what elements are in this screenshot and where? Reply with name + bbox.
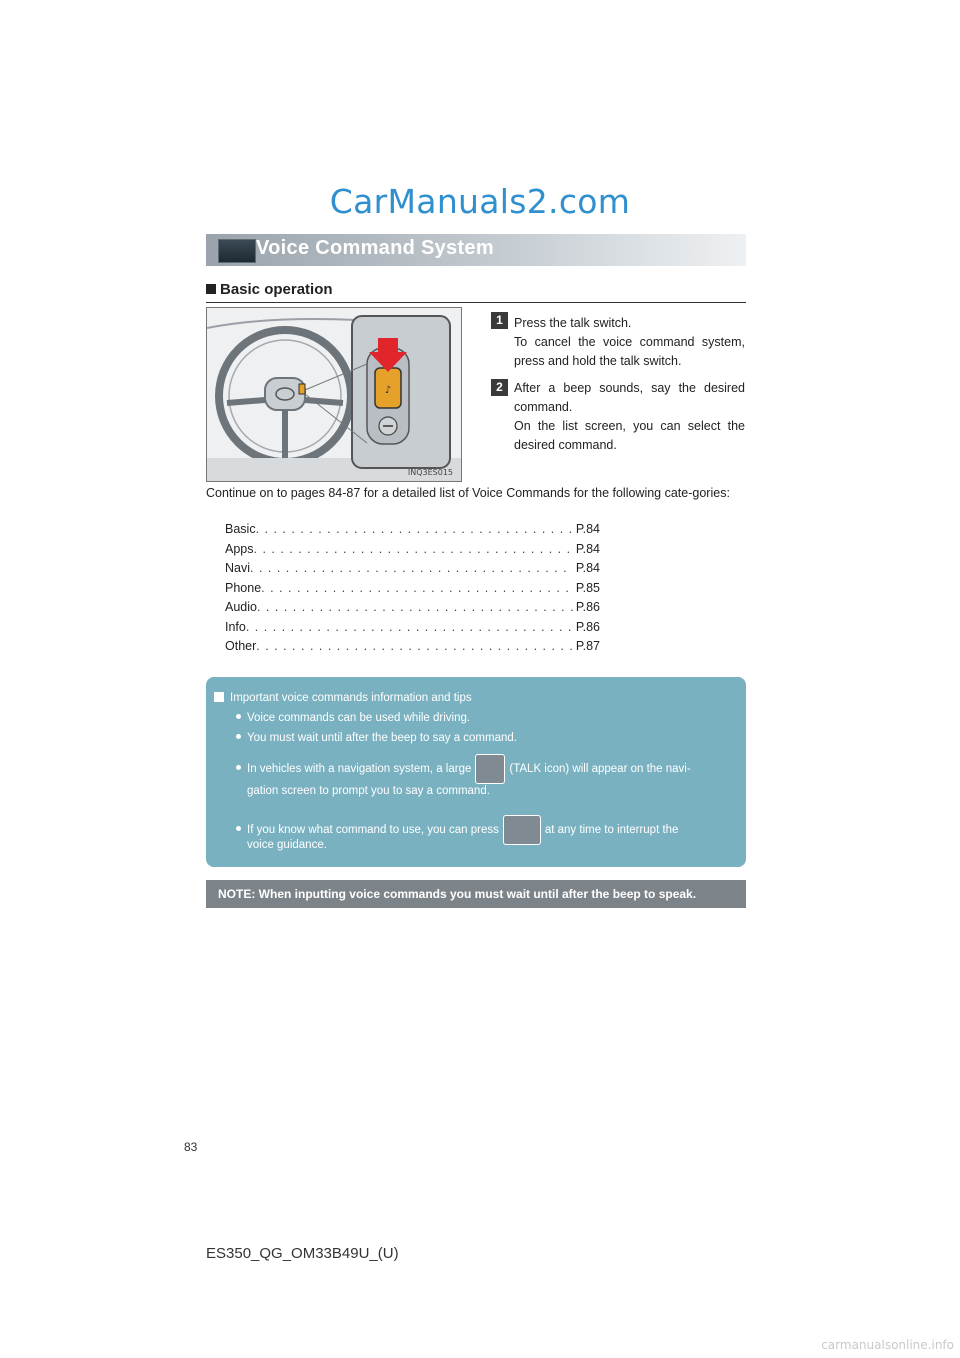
step-2-text (514, 379, 745, 455)
watermark-bottom: carmanualsonline.info (821, 1338, 954, 1352)
page-number: 83 (184, 1140, 198, 1154)
section-title-bar (206, 234, 746, 266)
toc-page: P.84 (575, 522, 600, 536)
toc-leader (254, 540, 573, 560)
toc-leader (257, 598, 573, 618)
square-bullet-icon (206, 284, 216, 294)
toc-label: Apps (225, 541, 254, 556)
step-number-1: 1 (491, 312, 508, 329)
toc-leader (246, 618, 573, 638)
figure-code: INQ3ES015 (407, 468, 453, 477)
toc-row[interactable] (225, 559, 600, 579)
tip-continuation: voice guidance. (247, 839, 327, 851)
note-bar: NOTE: When inputting voice commands you must wait until after the beep to speak. (206, 880, 746, 908)
toc-row[interactable] (225, 540, 600, 560)
toc-page: P.86 (575, 619, 600, 634)
tip-item (236, 732, 517, 744)
toc-page: P.86 (575, 600, 600, 614)
intro-paragraph: Continue on to pages 84-87 for a detailed list of Voice Commands for the following cate-gories: (206, 486, 730, 500)
step-1-text (514, 314, 745, 371)
tip-text: If you know what command to use, you can press (247, 824, 499, 837)
toc-label: Phone (225, 580, 262, 595)
subheading-text: Basic operation (220, 281, 333, 298)
toc-label: Other (225, 639, 257, 653)
tip-text: You must wait until after the beep to say a command. (247, 732, 517, 744)
tips-heading-text: Important voice commands information and tips (230, 692, 472, 704)
section-bar-swatch (218, 239, 256, 263)
toc-row[interactable] (225, 598, 600, 618)
toc-label: Info (225, 619, 246, 634)
section-title: Voice Command System (256, 237, 494, 259)
talk-icon (475, 754, 505, 784)
tip-text: In vehicles with a navigation system, a large (247, 763, 472, 776)
toc-label: Navi (225, 561, 251, 575)
step-number-2: 2 (491, 379, 508, 396)
toc-row[interactable] (225, 618, 600, 638)
svg-text:♪: ♪ (384, 385, 392, 396)
steering-wheel-drawing (207, 308, 462, 482)
subheading (206, 281, 746, 303)
bullet-icon (236, 734, 241, 739)
steering-wheel-illustration (206, 307, 462, 482)
toc-page: P.87 (575, 639, 600, 653)
toc-row[interactable] (225, 520, 600, 540)
square-bullet-icon (214, 692, 224, 702)
footer-code: ES350_QG_OM33B49U_(U) (206, 1245, 399, 1262)
toc-leader (250, 559, 573, 579)
toc-label: Audio (225, 600, 257, 614)
step-1-line-2: To cancel the voice command system, press and hold the talk switch. (514, 335, 745, 368)
watermark-logo: CarManuals2.com (329, 182, 631, 221)
tips-box (206, 677, 746, 867)
talk-switch-icon (503, 815, 541, 845)
toc-page: P.85 (575, 580, 600, 595)
tip-continuation: gation screen to prompt you to say a command. (247, 785, 490, 797)
toc-label: Basic (225, 522, 256, 536)
tips-heading (214, 692, 472, 704)
step-1-line-1: Press the talk switch. (514, 316, 632, 330)
tip-item (236, 754, 691, 784)
step-2-line-1: After a beep sounds, say the desired command. (514, 381, 745, 414)
toc-row[interactable] (225, 579, 600, 599)
tip-item (236, 712, 470, 724)
step-2-line-2: On the list screen, you can select the desired command. (514, 419, 745, 452)
toc-row[interactable] (225, 637, 600, 657)
toc-leader (256, 520, 573, 540)
toc-page: P.84 (575, 541, 600, 556)
tip-text: Voice commands can be used while driving. (247, 712, 471, 724)
tip-text-continued: (TALK icon) will appear on the navi- (509, 763, 691, 776)
bullet-icon (236, 826, 241, 831)
toc-leader (256, 637, 573, 657)
tip-text-continued: at any time to interrupt the (544, 824, 679, 837)
toc-page: P.84 (575, 561, 600, 575)
toc-leader (261, 579, 573, 599)
bullet-icon (236, 765, 241, 770)
bullet-icon (236, 714, 241, 719)
